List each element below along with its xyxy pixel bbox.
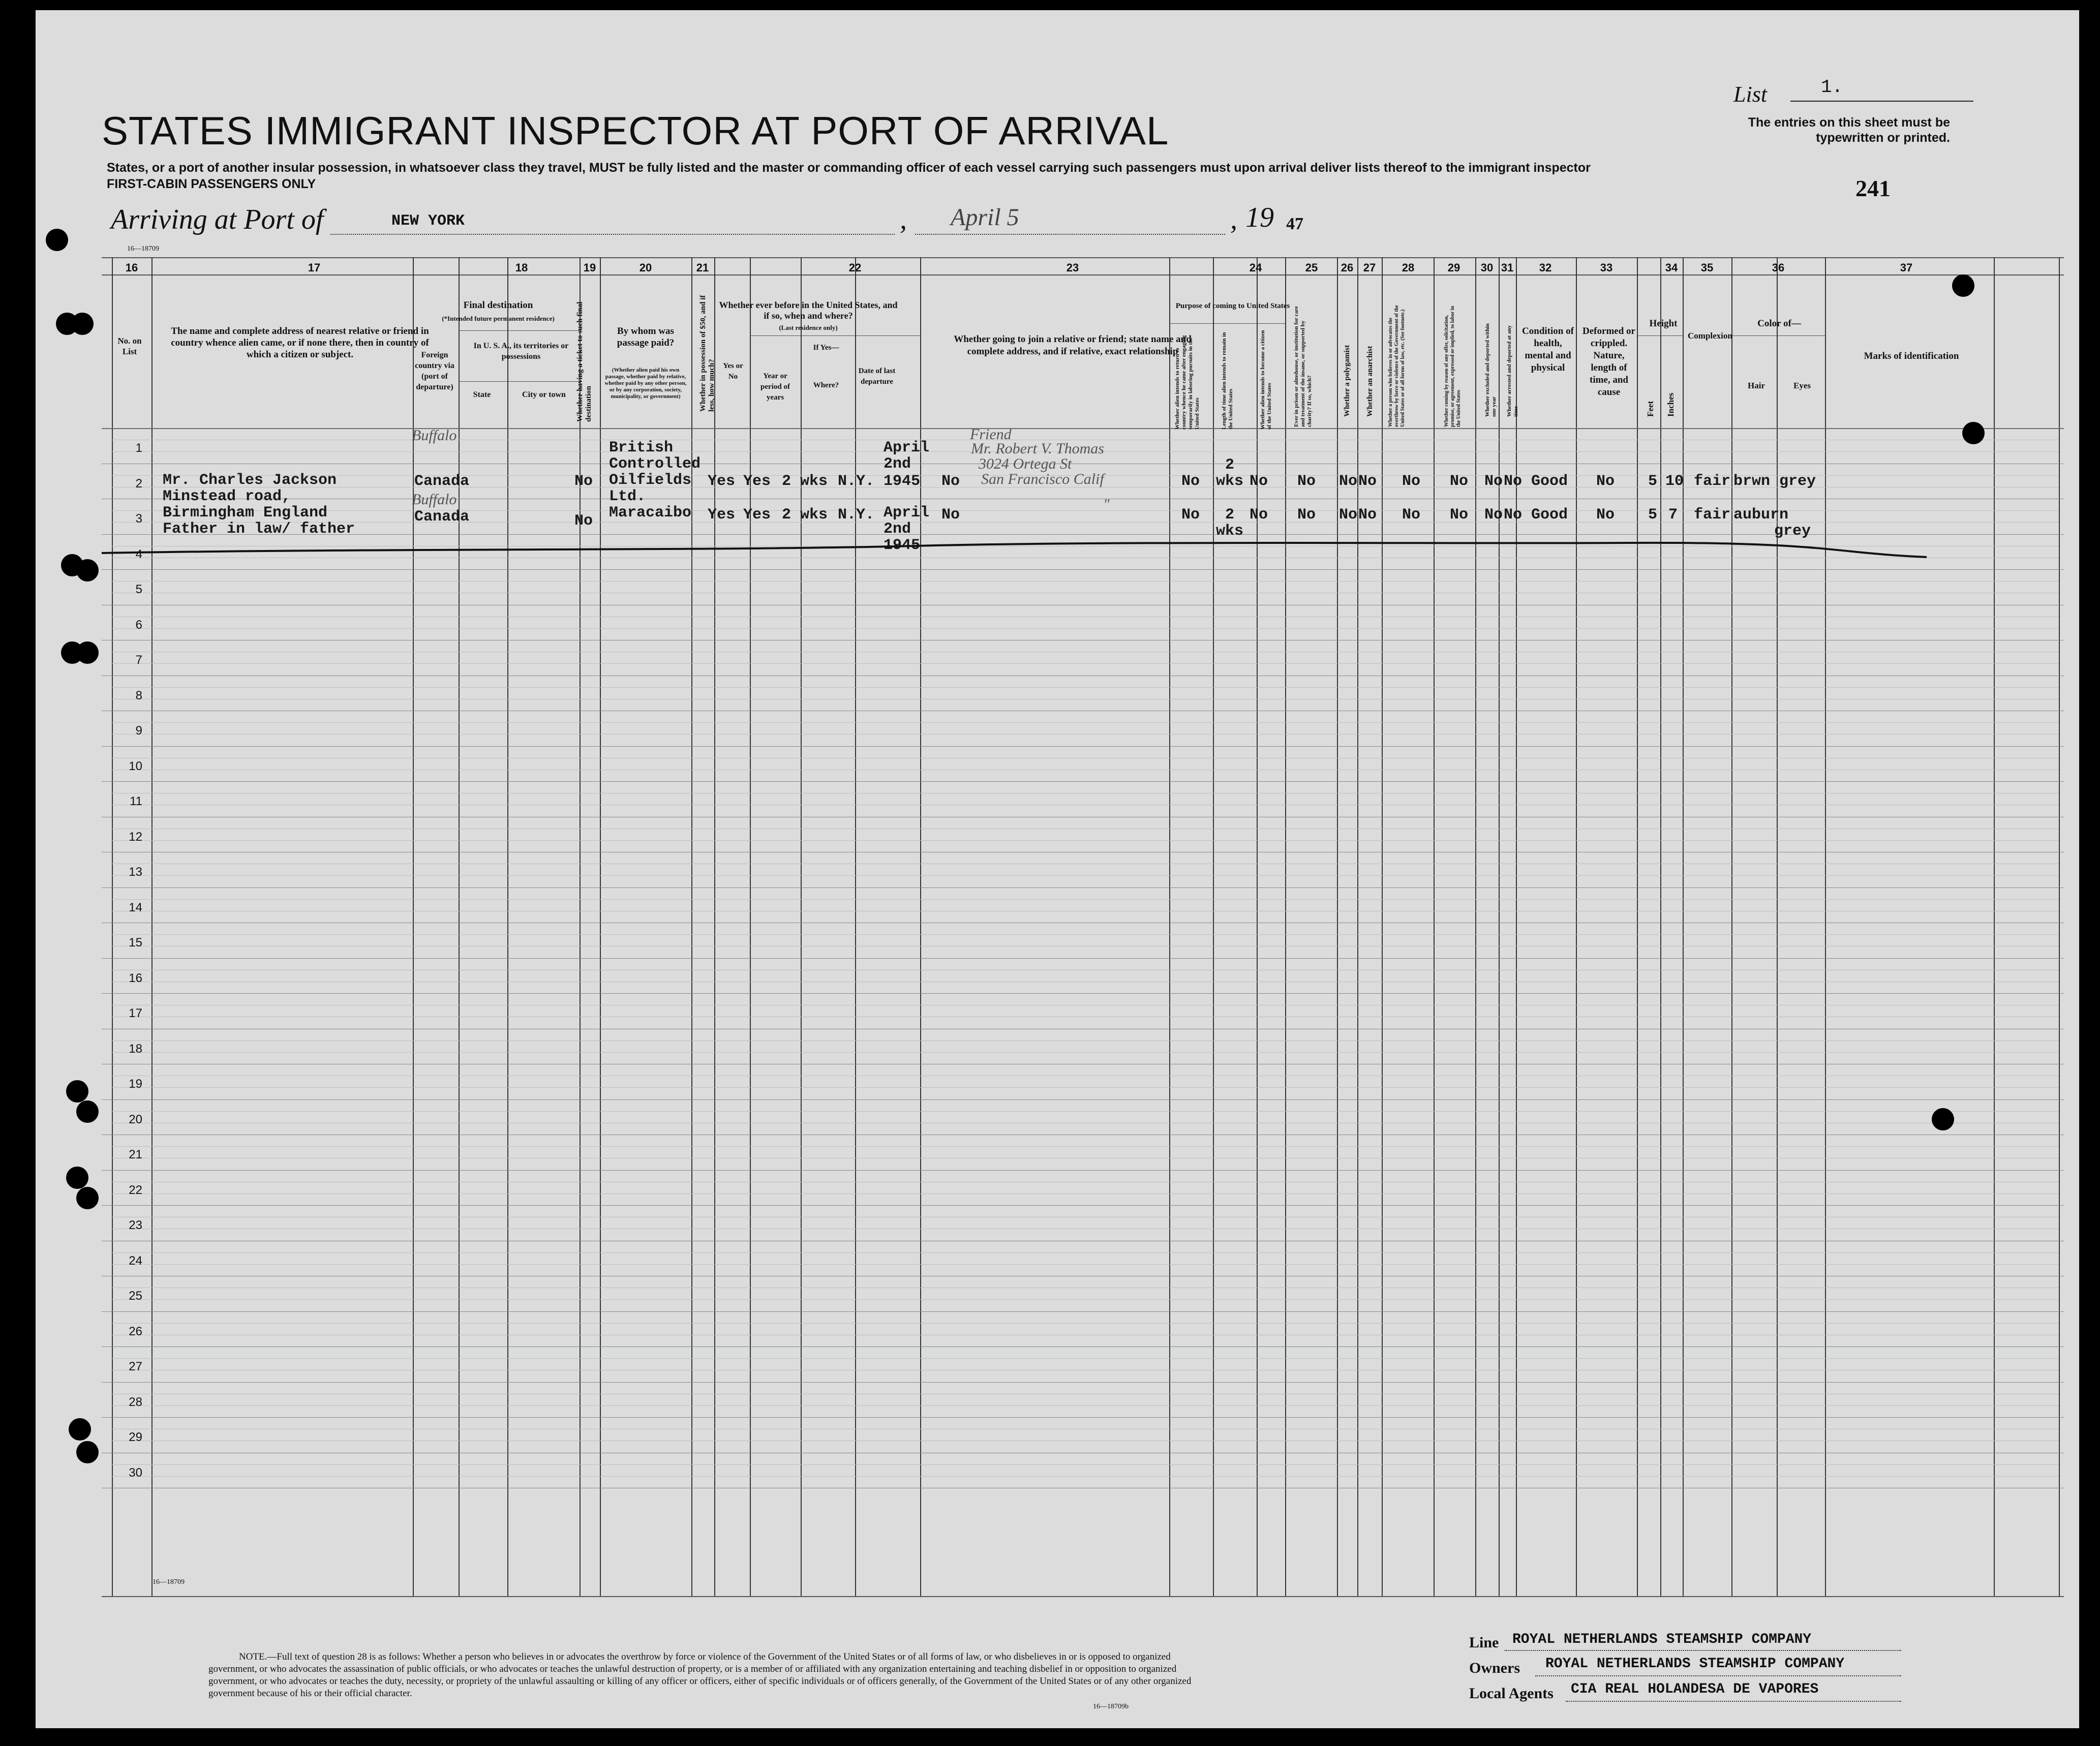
row-number: 13 [129,865,142,879]
column-number: 26 [1341,261,1354,274]
col26-header: Whether a polygamist [1343,345,1351,417]
column-number: 24 [1249,261,1262,274]
entry1-passage-line3: Oilfields [609,472,692,489]
entry2-date-line2: 2nd [884,520,911,538]
col36-header: Color of— [1757,318,1801,329]
row-subline [112,1252,2059,1253]
entry1-anarchist: No [1358,473,1377,490]
entry2-city-handwritten: Buffalo [412,491,457,508]
col24-header: Purpose of coming to United States [1175,302,1290,310]
row-number: 27 [129,1360,142,1373]
form-number-bottom: 16—18709 [153,1578,185,1586]
column-number-line [102,274,2064,275]
punch-hole [46,229,68,251]
entry1-join: No [941,473,960,490]
year-suffix: 47 [1286,215,1303,233]
row-subline [112,899,2059,900]
column-number: 36 [1772,261,1785,274]
column-number: 17 [308,261,321,274]
entry2-complexion: fair [1694,506,1731,524]
column-divider [1382,257,1383,1596]
row-number: 1 [135,441,142,455]
col22-date: Date of last departure [858,367,896,386]
row-number: 17 [129,1006,142,1020]
page-title: STATES IMMIGRANT INSPECTOR AT PORT OF ARRIVAL [102,108,1169,153]
col36-eyes: Eyes [1793,381,1811,390]
row-subline [112,1358,2059,1359]
row-number: 10 [129,759,142,773]
row-subline [112,1323,2059,1324]
entry1-overthrow: No [1402,473,1421,490]
column-divider [1731,257,1732,1596]
entry1-prison: No [1297,473,1316,490]
entry1-return: No [1181,473,1200,490]
punch-hole [76,641,99,664]
column-divider [1660,257,1661,1596]
row-subline [112,1040,2059,1041]
row-number: 30 [129,1465,142,1480]
entry1-ever-before: Yes [743,473,771,490]
col20-note: (Whether alien paid his own passage, whether paid by relative, whether paid by any other person, or by any corporation, society, municipality, or government) [604,367,687,400]
subheader-line [459,381,580,382]
row-subline [112,1146,2059,1147]
col18-note: (*Intended future permanent residence) [442,315,555,322]
entry1-passage-line4: Ltd. [609,488,646,505]
row-subline [112,628,2059,629]
arriving-label: Arriving at Port of [111,204,324,235]
row-subline [112,1476,2059,1477]
column-divider [600,257,601,1596]
row-subline [112,687,2059,688]
row-line [102,1170,2064,1171]
subheader-line [459,330,580,331]
col19-header: Whether having a ticket to such final destination [576,301,593,422]
column-divider [151,257,153,1596]
col23-header: Whether going to join a relative or friend; state name and complete address, and if relative, exact relationship [954,334,1192,357]
column-divider [1169,257,1170,1596]
column-number: 29 [1447,261,1460,274]
col22-ifyes: If Yes— [813,344,839,352]
row-subline [112,1052,2059,1053]
entry1-join-hand-line3: 3024 Ortega St [979,455,1072,472]
row-line [102,887,2064,888]
col22-period: Year or period of years [760,372,790,402]
column-divider [1357,257,1358,1596]
row-number: 15 [129,936,142,949]
entry2-inches: 7 [1668,506,1678,524]
row-number: 2 [135,476,142,491]
col22-where: Where? [813,381,839,389]
entry1-eyes: grey [1779,473,1816,490]
agents-underline [1566,1701,1901,1702]
row-subline [112,722,2059,723]
row-number: 16 [129,971,142,985]
list-number: 1. [1790,74,1973,102]
column-number: 19 [583,261,596,274]
owners-value: ROYAL NETHERLANDS STEAMSHIP COMPANY [1545,1656,1845,1672]
form-number-note: 16—18709b [1093,1703,1129,1710]
entry2-fifty: Yes [708,506,736,524]
entry2-anarchist: No [1358,506,1377,524]
column-number: 22 [848,261,862,274]
entry2-offer: No [1450,506,1469,524]
column-number: 34 [1665,261,1678,274]
row-line [102,781,2064,782]
row-number: 3 [135,512,142,526]
entry1-length-line2: wks [1216,473,1244,490]
row-number: 20 [129,1112,142,1126]
row-number: 24 [129,1253,142,1268]
punch-hole [71,313,94,335]
entry1-relative-line2: Minstead road, [163,488,291,505]
col21-header: Whether in possession of $50, and if less, how much? [699,295,716,412]
entry2-polygamist: No [1339,506,1358,524]
column-divider [1516,257,1517,1596]
entry2-excluded: No [1484,506,1503,524]
entry1-join-hand-line2: Mr. Robert V. Thomas [971,440,1104,457]
entry2-join-ditto: " [1103,496,1110,513]
row-subline [112,1087,2059,1088]
footnote: NOTE.—Full text of question 28 is as follows: Whether a person who believes in or advocates the overthrow by force or violence of the Government of the United States or of all forms of law, or who disbelieves in or is opposed to organized government, or who advocates the assassination of public officials, or who advocates or teaches the unlawful destruction of property, or is a member of or affiliated with any organization entertaining and teaching disbelief in or opposition to organized government, or who advocates or teaches the duty, necessity, or propriety of the unlawful assaulting or killing of any officer or officers, either of specific individuals or of officers generally, of the Government of the United States or of any other organized government because of his or their official character. [208,1651,1192,1699]
entry2-overthrow: No [1402,506,1421,524]
entry1-hair: brwn [1733,473,1771,490]
row-subline [112,1464,2059,1465]
table-bottom-border [102,1596,2064,1597]
col31-header: Whether arrested and deported at any time [1506,325,1519,417]
row-line [102,958,2064,959]
col37-header: Marks of identification [1864,351,1959,361]
column-number: 16 [125,261,138,274]
column-divider [507,257,508,1596]
col24a-header: Whether alien intends to return to country whence he came after engaging temporarily in laboring pursuits in the United States [1174,335,1200,430]
col28-header: Whether a person who believes in or advocates the overthrow by force or violence of the Government of the United States or of all forms of law, etc. (See footnote.) [1388,305,1406,427]
entry1-where: N.Y. [838,473,875,490]
row-number: 12 [129,830,142,844]
col33-header: Deformed or crippled. Nature, length of time, and cause [1582,326,1635,397]
entry2-join: No [941,506,960,524]
col20-header: By whom was passage paid? [617,326,675,348]
subheader-line [1169,323,1285,324]
line-label: Line [1469,1634,1499,1651]
date-line [915,234,1225,235]
entry1-citizen: No [1250,473,1268,490]
entry1-join-hand-line1: Friend [970,426,1012,443]
column-number: 35 [1700,261,1714,274]
column-divider [1576,257,1577,1596]
column-number: 23 [1066,261,1079,274]
row-subline [112,1264,2059,1265]
entry2-length-line2: wks [1216,523,1244,540]
agents-value: CIA REAL HOLANDESA DE VAPORES [1571,1681,1819,1697]
entry2-prison: No [1297,506,1316,524]
punch-hole [76,1100,99,1123]
line-underline [1505,1650,1901,1651]
col18-foreign: Foreign country via (port of departure) [415,351,454,391]
punch-hole [76,1187,99,1209]
punch-hole [69,1418,91,1441]
column-number: 18 [515,261,528,274]
form-number-top: 16—18709 [127,245,159,253]
row-number: 11 [130,794,142,808]
column-divider [1994,257,1995,1596]
column-number: 21 [696,261,709,274]
entry2-date-line1: April [884,504,930,522]
column-divider [1434,257,1435,1596]
entry1-relative-line1: Mr. Charles Jackson [163,472,337,489]
row-subline [112,934,2059,935]
column-divider [1337,257,1338,1596]
row-number: 8 [135,688,142,702]
col29-header: Whether coming by reason of any offer, solicitation, promise, or agreement, expressed or implied, to labor in the United States [1444,305,1462,427]
owners-underline [1535,1675,1901,1676]
row-number: 6 [135,618,142,632]
entry1-date-line3: 1945 [884,473,921,490]
entry1-excluded: No [1484,473,1503,490]
col16-header: No. on List [117,336,142,356]
col36-hair: Hair [1748,381,1765,390]
entry1-feet: 5 [1648,473,1658,490]
row-number: 19 [129,1077,142,1091]
column-number: 30 [1480,261,1494,274]
row-number: 25 [129,1289,142,1303]
column-divider [1683,257,1684,1596]
list-label: List [1733,82,1768,107]
closing-line [102,533,1932,558]
col34-inches: Inches [1666,392,1676,417]
col30-header: Whether excluded and deported within one year [1484,323,1497,417]
col34-feet: Feet [1646,401,1655,417]
row-number: 7 [135,653,142,667]
row-line [102,1205,2064,1206]
punch-hole [1952,274,1974,297]
entry2-feet: 5 [1648,506,1658,524]
entry2-hair: auburn [1733,506,1789,524]
col17-header: The name and complete address of nearest relative or friend in country whence alien came, or if none there, then in country of which a citizen or subject. [171,326,429,360]
entry1-relative-line3: Birmingham England [163,504,328,522]
year-prefix: 19 [1245,202,1274,233]
sheet-number: 241 [1855,175,1891,201]
row-number: 23 [129,1218,142,1232]
column-divider [1499,257,1500,1596]
row-number: 21 [129,1148,142,1161]
row-line [102,1382,2064,1383]
comma: , [900,204,907,235]
column-divider [459,257,460,1596]
entry2-period: 2 wks [782,506,828,524]
col35-header: Complexion [1688,331,1732,341]
row-subline [112,1111,2059,1112]
col32-header: Condition of health, mental and physical [1522,326,1574,373]
entries-note: The entries on this sheet must be typewritten or printed. [1748,115,1950,145]
line-value: ROYAL NETHERLANDS STEAMSHIP COMPANY [1512,1632,1812,1647]
column-number: 33 [1600,261,1613,274]
row-subline [112,875,2059,876]
column-divider [855,257,856,1596]
row-number: 29 [129,1430,142,1444]
row-subline [112,1299,2059,1300]
punch-hole [66,1167,88,1189]
col22-yesno: Yes or No [723,362,743,381]
column-number: 37 [1900,261,1913,274]
table-top-border [102,257,2064,258]
col24c-header: Whether alien intends to become a citizen of the United States [1260,330,1272,430]
entry1-passage-line1: British [609,439,674,456]
column-divider [1637,257,1638,1596]
port-line [330,234,895,235]
row-subline [112,840,2059,841]
entry2-return: No [1181,506,1200,524]
column-divider [920,257,921,1596]
entry1-ticket: No [574,473,593,490]
entry2-citizen: No [1250,506,1268,524]
subheader-line [1731,335,1825,336]
row-line [102,569,2064,570]
row-line [102,1311,2064,1312]
column-divider [2059,257,2060,1596]
class-line: FIRST-CABIN PASSENGERS ONLY [107,177,316,191]
row-number: 26 [129,1324,142,1338]
row-number: 9 [135,724,142,738]
punch-hole [1962,422,1985,444]
entry1-inches: 10 [1665,473,1684,490]
entry2-date-line3: 1945 [884,537,921,554]
entry2-ticket: No [574,512,593,530]
column-divider [750,257,751,1596]
column-divider [413,257,414,1596]
col25-header: Ever in prison or almshouse, or institution for care and treatment of the insane, or supported by charity? If so, which? [1293,306,1313,427]
entry2-passage: Maracaibo [609,504,692,522]
entry2-ever-before: Yes [743,506,771,524]
row-number: 22 [129,1183,142,1197]
entry2-foreign-country: Canada [414,508,470,526]
row-number: 5 [135,583,142,596]
entry2-where: N.Y. [838,506,875,524]
row-line [102,1346,2064,1347]
col34-header: Height [1649,318,1678,329]
column-number: 27 [1363,261,1376,274]
column-number: 32 [1539,261,1552,274]
entry1-deformed: No [1596,473,1615,490]
entry1-fifty: Yes [708,473,736,490]
col18-state: State [473,390,491,399]
row-line [102,993,2064,994]
entry1-polygamist: No [1339,473,1358,490]
entry1-passage-line2: Controlled [609,455,701,473]
punch-hole [10,229,33,251]
col18-usa: In U. S. A., its territories or possessions [473,342,569,361]
row-number: 28 [129,1395,142,1409]
column-divider [1257,257,1258,1596]
entry1-offer: No [1450,473,1469,490]
entry1-length-line1: 2 [1225,456,1235,474]
entry1-date-line2: 2nd [884,455,911,473]
entry2-health: Good [1531,506,1568,524]
column-divider [714,257,715,1596]
entry1-complexion: fair [1694,473,1731,490]
port-value: NEW YORK [391,212,465,230]
column-number: 25 [1305,261,1318,274]
column-number: 31 [1501,261,1514,274]
row-number: 18 [129,1042,142,1056]
column-divider [1285,257,1286,1596]
entry1-arrested: No [1504,473,1523,490]
row-subline [112,1193,2059,1194]
entry1-city-handwritten: Buffalo [412,427,457,444]
owners-label: Owners [1469,1660,1520,1676]
column-divider [801,257,802,1596]
column-divider [580,257,581,1596]
entry1-health: Good [1531,473,1568,490]
punch-hole [76,559,99,581]
punch-hole [1932,1108,1954,1130]
date-handwritten: April 5 [951,204,1019,231]
col22-header: Whether ever before in the United States, and if so, when and where? [719,300,898,321]
entry2-deformed: No [1596,506,1615,524]
column-number: 20 [639,261,652,274]
row-line [102,1417,2064,1418]
entry1-join-hand-line4: San Francisco Calif [981,471,1104,487]
manifest-sheet [36,10,2079,1728]
row-line [102,1099,2064,1100]
entry2-length-line1: 2 [1225,506,1235,524]
column-divider [1213,257,1214,1596]
entry1-date-line1: April [884,439,930,456]
col24b-header: Length of time alien intends to remain in the United States [1221,332,1234,430]
entry1-period: 2 wks [782,473,828,490]
column-divider [1825,257,1826,1596]
col22-note: (Last residence only) [779,324,838,331]
row-number: 14 [129,900,142,914]
punch-hole [76,1441,99,1463]
agents-label: Local Agents [1469,1685,1554,1702]
row-number: 4 [135,547,142,561]
punch-hole [66,1080,88,1102]
entry1-foreign-country: Canada [414,473,470,490]
col27-header: Whether an anarchist [1366,346,1374,417]
column-number: 28 [1402,261,1415,274]
col18-city: City or town [522,390,566,399]
row-subline [112,663,2059,664]
col18-header: Final destination [463,300,533,311]
entry2-eyes: grey [1774,523,1811,540]
subtitle: States, or a port of another insular possession, in whatsoever class they travel, MUST be fully listed and the master or commanding officer of each vessel carrying such passengers must upon arrival deliver lists thereof to the immigrant inspector [107,161,1591,175]
row-subline [112,1405,2059,1406]
entry2-arrested: No [1504,506,1523,524]
subheader-line [750,335,920,336]
comma: , [1230,204,1237,235]
column-divider [1777,257,1778,1596]
entry1-relative-line4: Father in law/ father [163,520,355,538]
column-divider [1475,257,1476,1596]
row-line [102,746,2064,747]
subheader-line [1637,335,1683,336]
